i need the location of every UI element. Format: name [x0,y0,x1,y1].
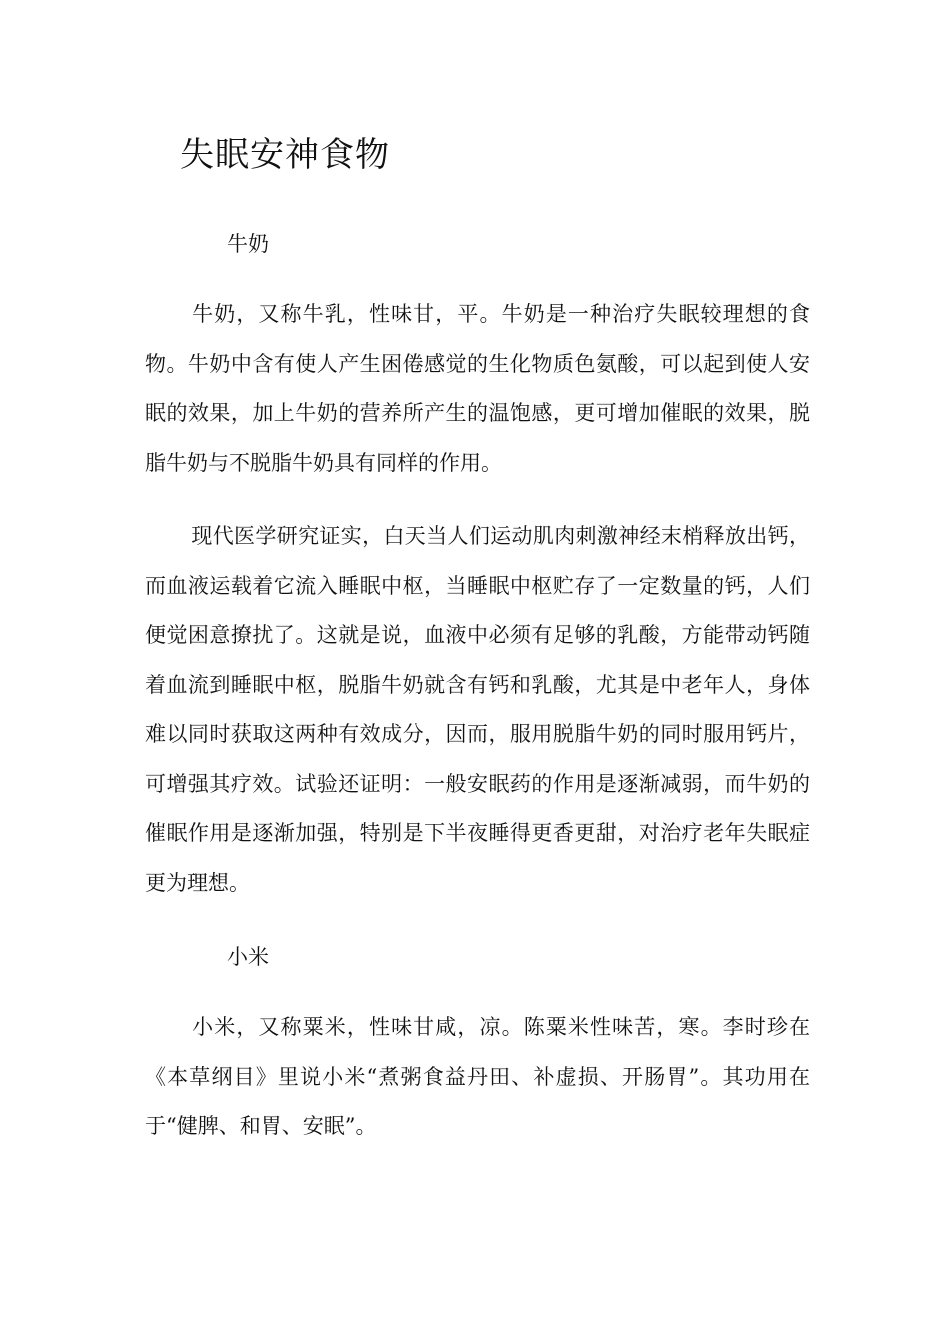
section-heading-milk [145,229,289,259]
title-text: 失眠安神食物 [180,135,390,175]
paragraph [145,290,810,488]
paragraph [145,1003,810,1152]
paragraph-text: 牛奶，又称牛乳，性味甘，平。牛奶是一种治疗失眠较理想的食物。牛奶中含有使人产生困倦感觉的生化物质色氨酸，可以起到使人安眠的效果，加上牛奶的营养所产生的温饱感，更可增加催眠的效果，脱脂牛奶与不脱脂牛奶具有同样的作用。 [145,302,810,475]
paragraph-text: 小米，又称粟米，性味甘咸，凉。陈粟米性味苦，寒。李时珍在《本草纲目》里说小米“煮粥食益丹田、补虚损、开肠胃”。其功用在于“健脾、和胃、安眠”。 [145,1015,810,1138]
section-heading-millet [145,942,289,972]
paragraph-text: 现代医学研究证实，白天当人们运动肌肉刺激神经末梢释放出钙，而血液运载着它流入睡眠中枢，当睡眠中枢贮存了一定数量的钙，人们便觉困意撩扰了。这就是说，血液中必须有足够的乳酸，方能带动钙随着血流到睡眠中枢，脱脂牛奶就含有钙和乳酸，尤其是中老年人，身体难以同时获取这两种有效成分，因而，服用脱脂牛奶的同时服用钙片，可增强其疗效。试验还证明：一般安眠药的作用是逐渐减弱，而牛奶的催眠作用是逐渐加强，特别是下半夜睡得更香更甜，对治疗老年失眠症更为理想。 [145,524,810,895]
page-title [180,132,390,178]
section-heading-text: 牛奶 [227,232,269,256]
section-heading-text: 小米 [227,945,269,969]
paragraph [145,512,810,908]
